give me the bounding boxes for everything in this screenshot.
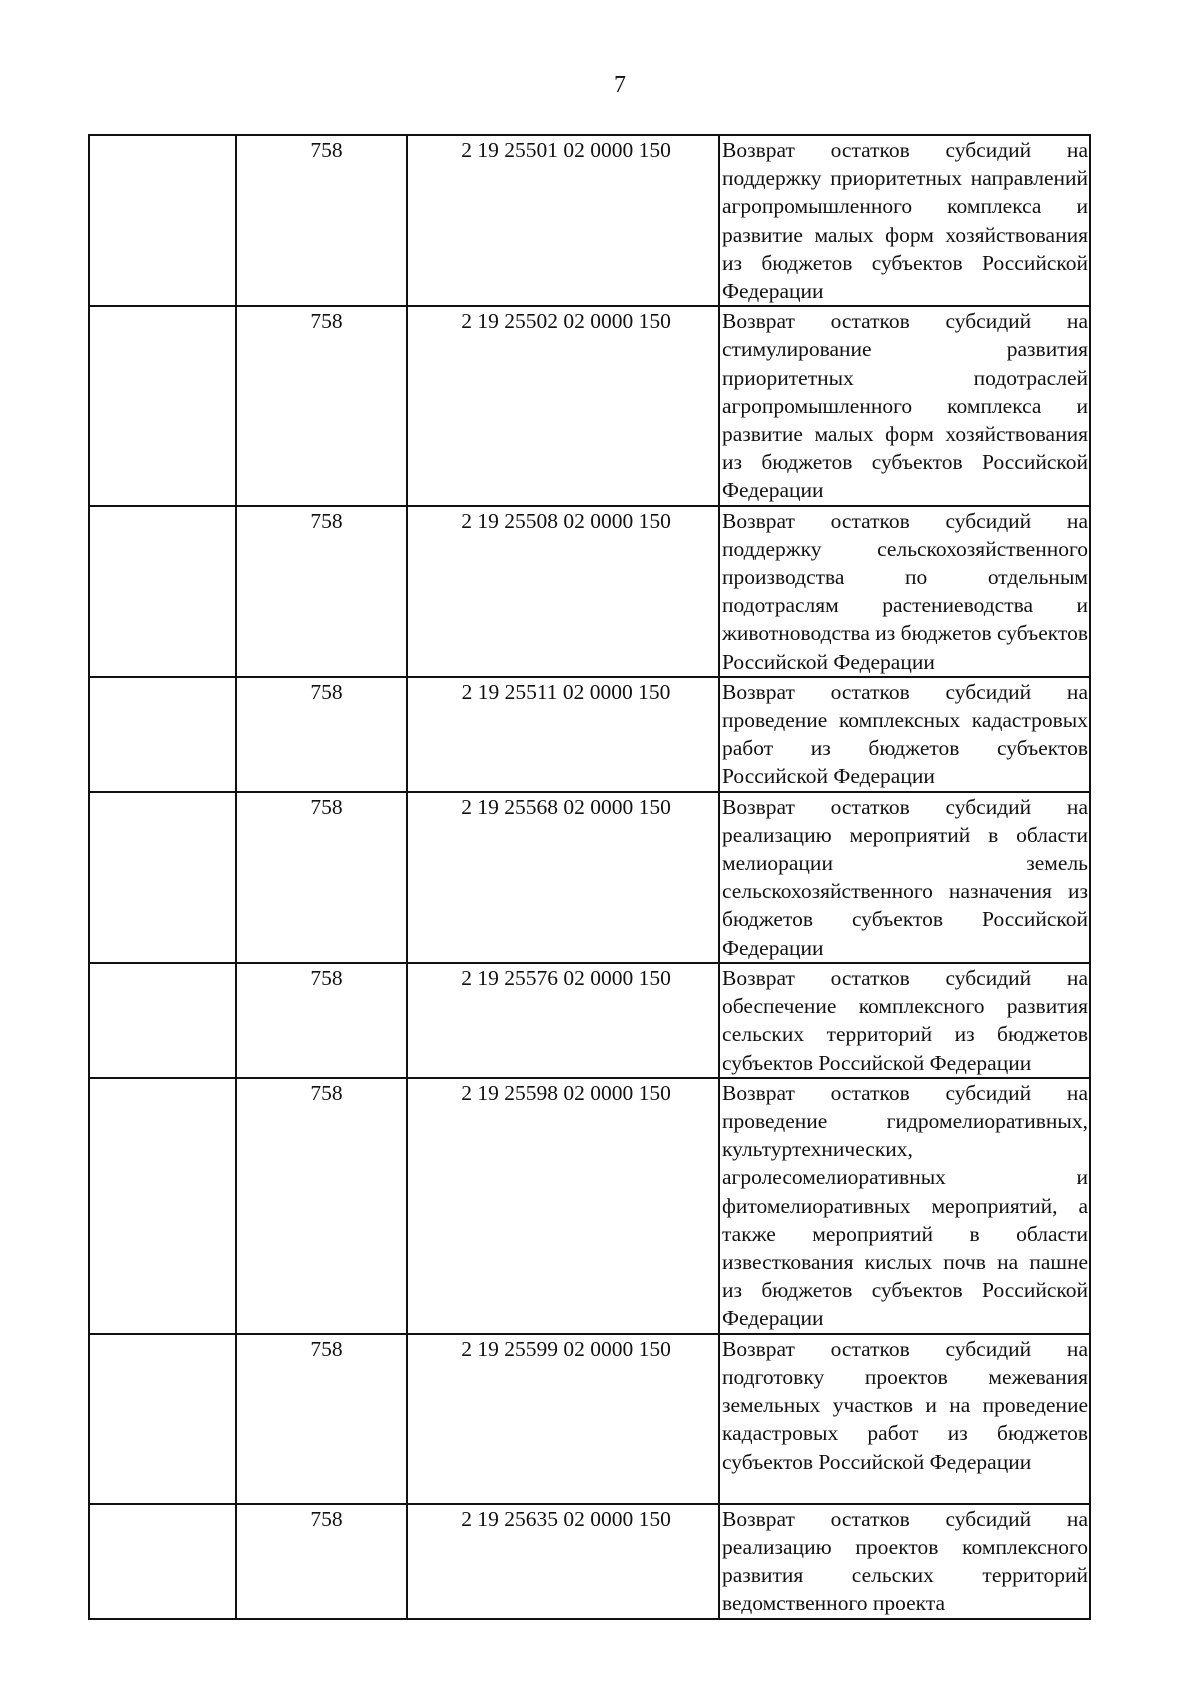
income-name-cell: Возврат остатков субсидий на поддержку приоритетных направлений агропромышленного комплекса и развитие малых форм хозяйствования из бюджетов субъектов Российской Федерации xyxy=(719,135,1090,306)
empty-cell xyxy=(89,963,236,1078)
table-row xyxy=(89,1078,1090,1334)
kbk-code-cell: 2 19 25599 02 0000 150 xyxy=(407,1334,719,1504)
kbk-code-cell: 2 19 25508 02 0000 150 xyxy=(407,506,719,677)
table-row xyxy=(89,306,1090,505)
budget-classification-table xyxy=(88,134,1091,1620)
table-row xyxy=(89,1504,1090,1619)
admin-code-cell: 758 xyxy=(236,963,407,1078)
page-number: 7 xyxy=(614,72,626,98)
admin-code-cell: 758 xyxy=(236,306,407,505)
empty-cell xyxy=(89,1504,236,1619)
income-name-cell: Возврат остатков субсидий на обеспечение комплексного развития сельских территорий из бюджетов субъектов Российской Федерации xyxy=(719,963,1090,1078)
empty-cell xyxy=(89,1078,236,1334)
admin-code-cell: 758 xyxy=(236,1334,407,1504)
table-row xyxy=(89,1334,1090,1504)
admin-code-cell: 758 xyxy=(236,792,407,963)
empty-cell xyxy=(89,506,236,677)
table-row xyxy=(89,135,1090,306)
empty-cell xyxy=(89,792,236,963)
income-name-cell: Возврат остатков субсидий на поддержку сельскохозяйственного производства по отдельным подотраслям растениеводства и животноводства из бюджетов субъектов Российской Федерации xyxy=(719,506,1090,677)
income-name-cell: Возврат остатков субсидий на проведение комплексных кадастровых работ из бюджетов субъектов Российской Федерации xyxy=(719,677,1090,792)
income-name-cell: Возврат остатков субсидий на проведение гидромелиоративных, культуртехнических, агролесомелиоративных и фитомелиоративных мероприятий, а также мероприятий в области известкования кислых почв на пашне из бюджетов субъектов Российской Федерации xyxy=(719,1078,1090,1334)
admin-code-cell: 758 xyxy=(236,677,407,792)
admin-code-cell: 758 xyxy=(236,506,407,677)
table-row xyxy=(89,506,1090,677)
kbk-code-cell: 2 19 25501 02 0000 150 xyxy=(407,135,719,306)
empty-cell xyxy=(89,677,236,792)
income-name-cell: Возврат остатков субсидий на стимулирование развития приоритетных подотраслей агропромышленного комплекса и развитие малых форм хозяйствования из бюджетов субъектов Российской Федерации xyxy=(719,306,1090,505)
kbk-code-cell: 2 19 25635 02 0000 150 xyxy=(407,1504,719,1619)
kbk-code-cell: 2 19 25502 02 0000 150 xyxy=(407,306,719,505)
admin-code-cell: 758 xyxy=(236,1504,407,1619)
empty-cell xyxy=(89,306,236,505)
kbk-code-cell: 2 19 25568 02 0000 150 xyxy=(407,792,719,963)
table-row xyxy=(89,963,1090,1078)
kbk-code-cell: 2 19 25511 02 0000 150 xyxy=(407,677,719,792)
empty-cell xyxy=(89,1334,236,1504)
table-row xyxy=(89,677,1090,792)
kbk-code-cell: 2 19 25576 02 0000 150 xyxy=(407,963,719,1078)
kbk-code-cell: 2 19 25598 02 0000 150 xyxy=(407,1078,719,1334)
table-row xyxy=(89,792,1090,963)
admin-code-cell: 758 xyxy=(236,1078,407,1334)
income-name-cell: Возврат остатков субсидий на реализацию проектов комплексного развития сельских территорий ведомственного проекта xyxy=(719,1504,1090,1619)
income-name-cell: Возврат остатков субсидий на подготовку проектов межевания земельных участков и на проведение кадастровых работ из бюджетов субъектов Российской Федерации xyxy=(719,1334,1090,1504)
admin-code-cell: 758 xyxy=(236,135,407,306)
income-name-cell: Возврат остатков субсидий на реализацию мероприятий в области мелиорации земель сельскохозяйственного назначения из бюджетов субъектов Российской Федерации xyxy=(719,792,1090,963)
empty-cell xyxy=(89,135,236,306)
